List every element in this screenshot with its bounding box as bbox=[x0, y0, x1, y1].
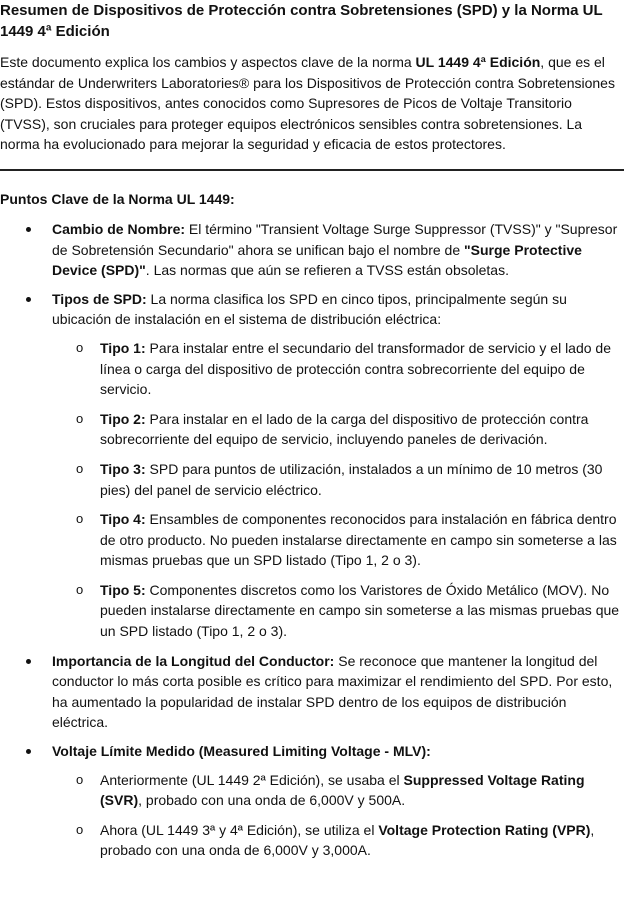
circle-bullet-icon: o bbox=[76, 581, 84, 597]
sublist-item-vpr: o Ahora (UL 1449 3ª y 4ª Edición), se utiliza el Voltage Protection Rating (VPR), probado con una onda de 6,000V y 3,000A. bbox=[76, 821, 595, 859]
bullet-icon bbox=[26, 659, 31, 664]
document-title: Resumen de Dispositivos de Protección contra Sobretensiones (SPD) y la Norma UL 1449 4ª Edición bbox=[0, 2, 603, 40]
list-item-mlv: Voltaje Límite Medido (Measured Limiting Voltage - MLV): o Anteriormente (UL 1449 2ª Edición), se usaba el Suppressed Voltage Rating (SVR), probado con una onda de 6,000V y 500A. o Ahora (UL 1449 3ª y 4ª Edición), se utiliza el Voltage Protection Rating (VPR), probado con una onda de 6,000V y 3,000A. bbox=[0, 741, 624, 861]
sublist-item-type-2: o Tipo 2: Para instalar en el lado de la carga del dispositivo de protección contra sobrecorriente del equipo de servicio, incluyendo paneles de derivación. bbox=[76, 410, 589, 448]
spd-types-sublist bbox=[52, 338, 624, 642]
intro-bold-standard: UL 1449 4ª Edición bbox=[415, 54, 541, 70]
circle-bullet-icon: o bbox=[76, 339, 84, 355]
sublist-item-type-3: o Tipo 3: SPD para puntos de utilización, instalados a un mínimo de 10 metros (30 pies) del panel de servicio eléctrico. bbox=[76, 460, 603, 498]
bullet-icon bbox=[26, 227, 31, 232]
list-item-name-change: Cambio de Nombre: El término "Transient Voltage Surge Suppressor (TVSS)" y "Supresor de Sobretensión Secundario" ahora se unifican bajo el nombre de "Surge Protective Device (SPD)". Las normas que aún se refieren a TVSS están obsoletas. bbox=[0, 219, 624, 281]
intro-paragraph: Este documento explica los cambios y aspectos clave de la norma UL 1449 4ª Edición, que es el estándar de Underwriters Laboratories® para los Dispositivos de Protección contra Sobretensiones (SPD). Estos dispositivos, antes conocidos como Supresores de Picos de Voltaje Transitorio (TVSS), son cruciales para proteger equipos electrónicos sensibles contra sobretensiones. La norma ha evolucionado para mejorar la seguridad y eficacia de estos protectores. bbox=[0, 54, 615, 153]
sublist-item-type-1: o Tipo 1: Para instalar entre el secundario del transformador de servicio y el lado de línea o carga del dispositivo de protección contra sobrecorriente del equipo de servicio. bbox=[76, 339, 611, 398]
divider bbox=[0, 169, 624, 171]
sublist-item-type-5: o Tipo 5: Componentes discretos como los Varistores de Óxido Metálico (MOV). No pueden instalarse directamente en campo sin someterse a las mismas pruebas que un SPD listado (Tipo 1, 2 o 3). bbox=[76, 581, 620, 640]
bullet-icon bbox=[26, 297, 31, 302]
bullet-icon bbox=[26, 749, 31, 754]
circle-bullet-icon: o bbox=[76, 460, 84, 476]
key-points-list bbox=[0, 219, 624, 861]
list-item-conductor-length: Importancia de la Longitud del Conductor: Se reconoce que mantener la longitud del conductor lo más corta posible es crítico para maximizar el rendimiento del SPD. Por esto, ha aumentado la popularidad de instalar SPD dentro de los equipos de distribución eléctrica. bbox=[0, 651, 624, 733]
circle-bullet-icon: o bbox=[76, 511, 84, 527]
sublist-item-type-4: o Tipo 4: Ensambles de componentes reconocidos para instalación en fábrica dentro de otro producto. No pueden instalarse directamente en campo sin someterse a las mismas pruebas que un SPD listado (Tipo 1, 2 o 3). bbox=[76, 511, 617, 569]
list-item-spd-types: Tipos de SPD: La norma clasifica los SPD en cinco tipos, principalmente según su ubicación de instalación en el sistema de distribución eléctrica: o Tipo 1: Para instalar entre el secundario del transformador de servicio y el lado de línea o carga del dispositivo de protección contra sobrecorriente del equipo de servicio. o Tipo 2: Para instalar en el lado de la carga del dispositivo de protección contra sobrecorriente del equipo de servicio, incluyendo paneles de derivación. o Tipo 3: SPD para puntos de utilización, instalados a un mínimo de 10 metros (30 pies) del panel de servicio eléctrico. o Tipo 4: Ensambles de componentes reconocidos para instalación en fábrica dentro de otro producto. No pueden instalarse directamente en campo sin someterse a las mismas pruebas que un SPD listado (Tipo 1, 2 o 3). o Tipo 5: Componentes discretos como los Varistores de Óxido Metálico (MOV). No pueden instalarse directamente en campo sin someterse a las mismas pruebas que un SPD listado (Tipo 1, 2 o 3). bbox=[0, 289, 624, 642]
sublist-item-svr: o Anteriormente (UL 1449 2ª Edición), se usaba el Suppressed Voltage Rating (SVR), probado con una onda de 6,000V y 500A. bbox=[76, 771, 585, 809]
circle-bullet-icon: o bbox=[76, 771, 84, 787]
section-heading: Puntos Clave de la Norma UL 1449: bbox=[0, 190, 235, 207]
circle-bullet-icon: o bbox=[76, 821, 84, 837]
circle-bullet-icon: o bbox=[76, 410, 84, 426]
mlv-sublist bbox=[52, 770, 624, 861]
